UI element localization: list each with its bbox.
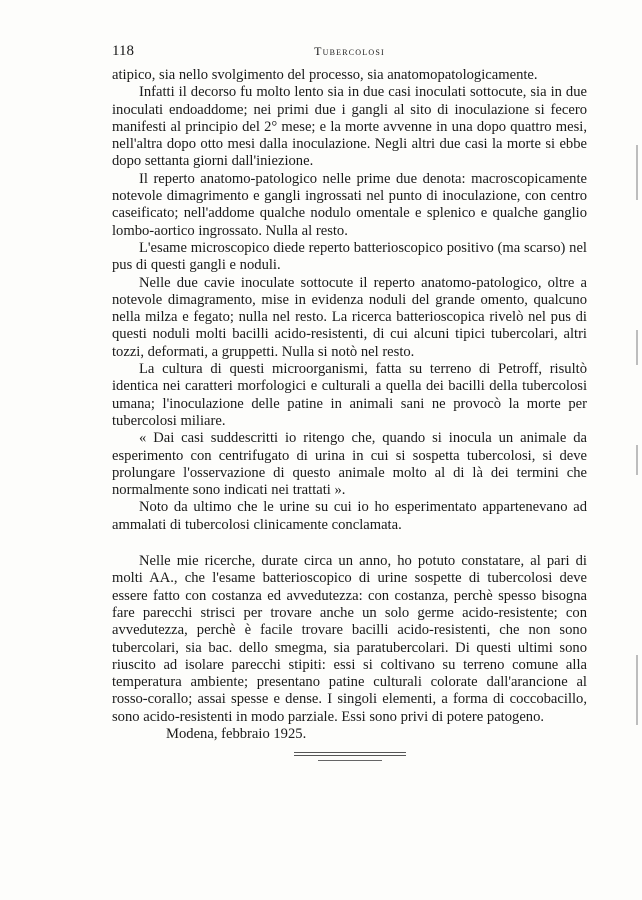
- article-body: [112, 67, 587, 761]
- margin-scan-mark: [636, 330, 638, 365]
- page-header: [112, 43, 587, 63]
- margin-scan-mark: [636, 145, 638, 200]
- closing-short-rule: [318, 760, 382, 761]
- paragraph-microscopy: L'esame microscopico diede reperto batterioscopico positivo (ma scarso) nel pus di questi gangli e noduli.: [112, 239, 587, 274]
- running-title: Tubercolosi: [314, 44, 385, 58]
- signature-date: Modena, febbraio 1925.: [166, 725, 307, 742]
- paragraph-quotation: « Dai casi suddescritti io ritengo che, quando si inocula un animale da esperimento con centrifugato di urina in cui si sospetta tubercolosi, si deve prolungare l'osservazione di questo animale molto al di là dei termini che normalmente sono indicati nei trattati ».: [112, 430, 587, 499]
- paragraph-anatomo-pathology: Il reperto anatomo-patologico nelle prime due denota: macroscopicamente notevole dimagrimento e gangli ingrossati nel punto di inoculazione, con centro caseificato; nell'addome qualche nodulo omentale e splenico e qualche ganglio lombo-aortico ingrossato. Nulla al resto.: [112, 170, 587, 239]
- closing-double-rule: [294, 752, 406, 756]
- margin-scan-mark: [636, 445, 638, 475]
- section-gap: [112, 534, 587, 553]
- paragraph-continued: atipico, sia nello svolgimento del processo, sia anatomopatologicamente.: [112, 67, 538, 83]
- paragraph-course: Infatti il decorso fu molto lento sia in due casi inoculati sottocute, sia in due inoculati endoaddome; nei primi due i gangli al sito di inoculazione si fecero manifesti al principio del 2° mese; e la morte avvenne in una dopo quattro mesi, nell'altra dopo otto mesi dalla inoculazione. Negli altri due casi la morte si ebbe dopo settanta giorni dall'iniezione.: [112, 84, 587, 170]
- page-number: 118: [112, 43, 134, 59]
- paragraph-final-note: Noto da ultimo che le urine su cui io ho esperimentato appartenevano ad ammalati di tubercolosi clinicamente conclamata.: [112, 499, 587, 533]
- paragraph-guinea-pigs: Nelle due cavie inoculate sottocute il reperto anatomo-patologico, oltre a notevole dimagramento, mise in evidenza noduli del grande omento, qualcuno nella milza e fegato; nulla nel resto. La ricerca batterioscopica rivelò nel pus di questi noduli molti bacilli acido-resistenti, di cui alcuni tipici tubercolari, altri tozzi, deformati, a gruppetti. Nulla si notò nel resto.: [112, 274, 587, 360]
- paragraph-culture: La cultura di questi microorganismi, fatta su terreno di Petroff, risultò identica nei caratteri morfologici e culturali a quella dei bacilli della tubercolosi umana; l'inoculazione delle patine in animali sani ne provocò la morte per tubercolosi miliare.: [112, 361, 587, 429]
- margin-scan-mark: [636, 655, 638, 725]
- paragraph-conclusions: Nelle mie ricerche, durate circa un anno, ho potuto constatare, al pari di molti AA., che l'esame batterioscopico di urine sospette di tubercolosi deve essere fatto con costanza ed avvedutezza: con costanza, perchè spesso bisogna fare parecchi strisci per trovare anche un solo germe acido-resistente; con avvedutezza, perchè è facile trovare bacilli acido-resistenti, che non sono tubercolari, sia bac. dello smegma, sia paratubercolari. Di questi ultimi sono riuscito ad isolare parecchi stipiti: essi si coltivano su terreno comune alla temperatura ambiente; presentano patine culturali colorate dall'arancione al rosso-corallo; assai spesse e dense. I singoli elementi, a forma di coccobacillo, sono acido-resistenti in modo parziale. Essi sono privi di potere patogeno.: [112, 553, 587, 725]
